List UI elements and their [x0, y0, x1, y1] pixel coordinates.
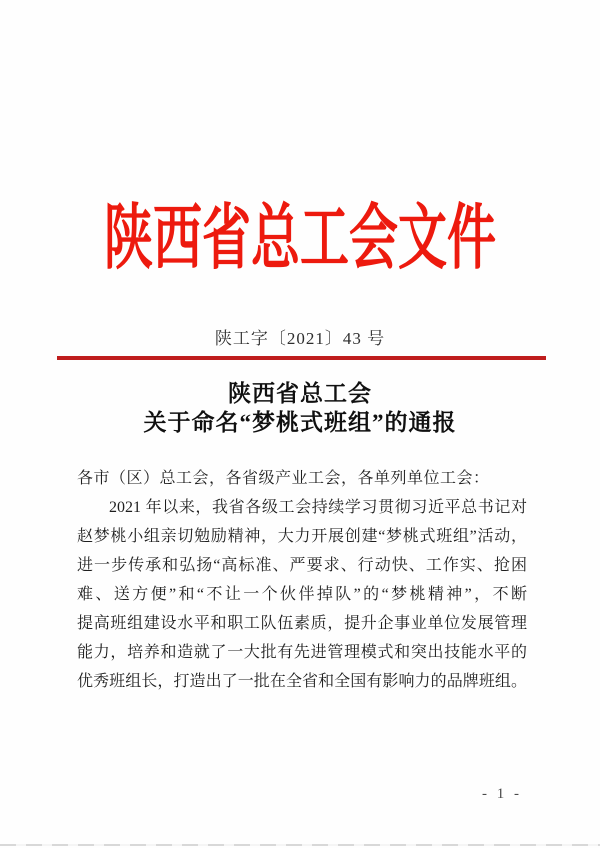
- document-title: [0, 379, 600, 437]
- paragraph-line: 2021 年以来，我省各级工会持续学习贯彻习近平总书记对: [109, 499, 527, 516]
- paragraph-line: 优秀班组长，打造出了一批在全省和全国有影响力的品牌班组。: [77, 673, 527, 690]
- red-divider-line: [57, 356, 546, 360]
- paragraph-line: 提高班组建设水平和职工队伍素质，提升企事业单位发展管理: [77, 615, 527, 632]
- paragraph-line: 难、送方便”和“不让一个伙伴掉队”的“梦桃精神”，不断: [77, 586, 527, 603]
- paragraph-line: 能力，培养和造就了一大批有先进管理模式和突出技能水平的: [77, 644, 527, 661]
- document-number: 陕工字〔2021〕43 号: [214, 329, 386, 348]
- salutation-line: 各市（区）总工会，各省级产业工会，各单列单位工会：: [77, 470, 490, 487]
- page-number: - 1 -: [482, 786, 522, 802]
- document-body: [77, 464, 527, 696]
- document-title-line2: 关于命名“梦桃式班组”的通报: [143, 410, 457, 435]
- paragraph-line: 进一步传承和弘扬“高标准、严要求、行动快、工作实、抢困: [77, 557, 527, 574]
- paragraph-line: 赵梦桃小组亲切勉励精神，大力开展创建“梦桃式班组”活动，: [77, 528, 527, 545]
- document-title-line1: 陕西省总工会: [228, 381, 372, 406]
- red-header-org-title: 陕西省总工会文件: [103, 198, 496, 278]
- page-bottom-scan-edge: [0, 844, 600, 846]
